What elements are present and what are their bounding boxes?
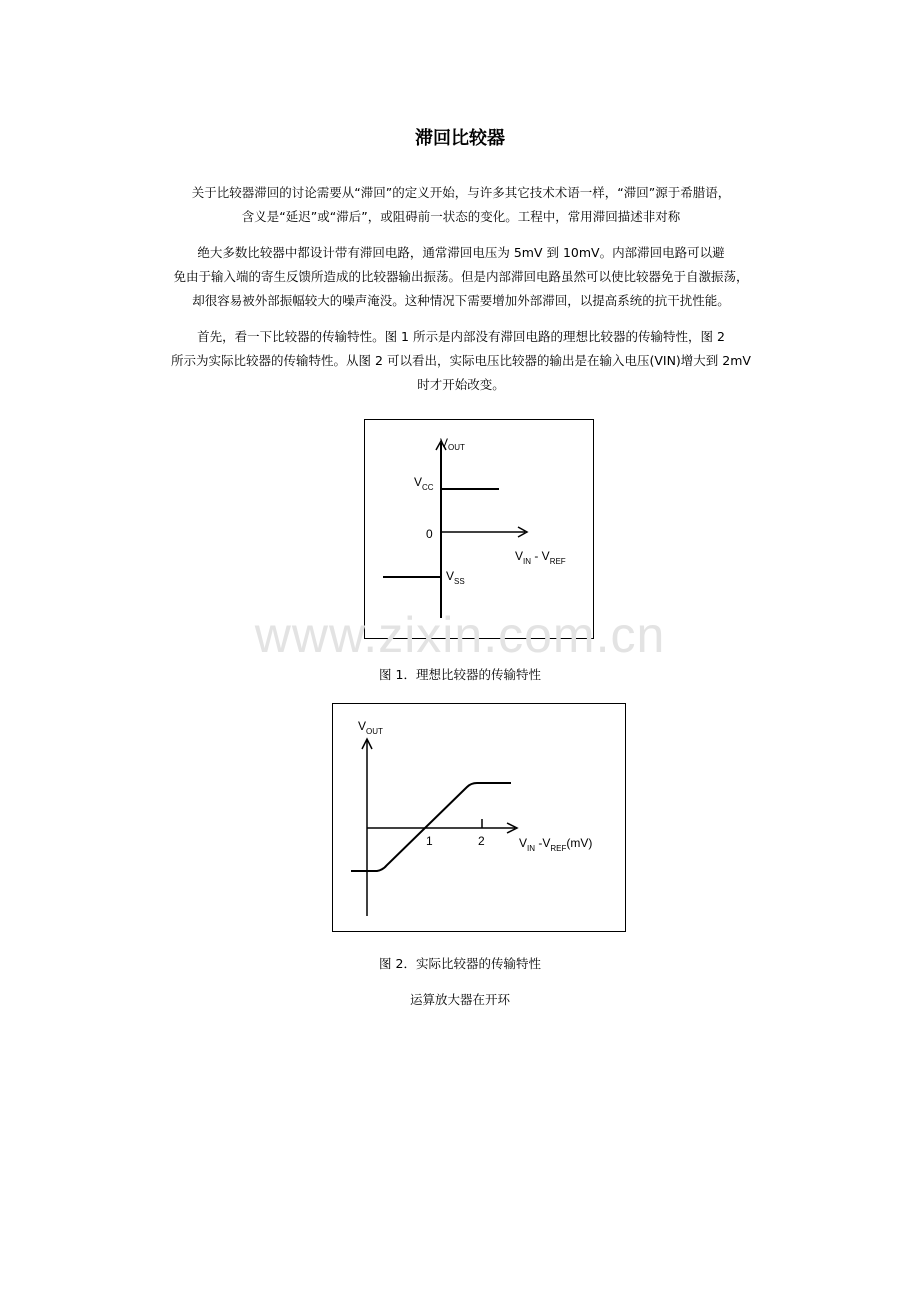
paragraph-2	[140, 241, 782, 313]
tick-label-1: 1	[426, 834, 433, 848]
paragraph-line: 含义是“延迟”或“滞后”，或阻碍前一状态的变化。工程中，常用滞回描述非对称	[241, 209, 681, 224]
paragraph-3	[140, 325, 782, 397]
figure-1-caption: 图 1．理想比较器的传输特性	[379, 667, 541, 682]
figure-2-real-comparator	[332, 703, 626, 932]
vcc-label: $V_{CC}$	[414, 475, 434, 492]
paragraph-line: 所示为实际比较器的传输特性。从图 2 可以看出，实际电压比较器的输出是在输入电压(VIN)增大到 2mV	[171, 353, 751, 368]
paragraph-line: 绝大多数比较器中都设计带有滞回电路，通常滞回电压为 5mV 到 10mV。内部滞回电路可以避	[197, 245, 725, 260]
vss-label: $V_{SS}$	[446, 569, 465, 586]
figure-2-caption: 图 2．实际比较器的传输特性	[379, 956, 541, 971]
paragraph-line: 免由于输入端的寄生反馈所造成的比较器输出振荡。但是内部滞回电路虽然可以使比较器免于自激振荡，	[173, 269, 749, 284]
transfer-curve	[351, 783, 511, 871]
x-axis-label: $V_{IN} - V_{REF}$	[515, 549, 566, 566]
figure-2-diagram	[333, 704, 625, 931]
paragraph-line: 首先，看一下比较器的传输特性。图 1 所示是内部没有滞回电路的理想比较器的传输特性，图 2	[197, 329, 725, 344]
watermark: www.zixin.com.cn	[254, 607, 666, 663]
paragraph-line: 却很容易被外部振幅较大的噪声淹没。这种情况下需要增加外部滞回，以提高系统的抗干扰性能。	[192, 293, 730, 308]
paragraph-line: 关于比较器滞回的讨论需要从“滞回”的定义开始，与许多其它技术术语一样，“滞回”源于希腊语，	[191, 185, 731, 200]
zero-label: 0	[426, 527, 433, 541]
page-title: 滞回比较器	[415, 128, 505, 149]
y-axis-label: $V_{OUT}$	[440, 436, 465, 452]
y-axis-label: $V_{OUT}$	[358, 719, 383, 736]
tick-label-2: 2	[478, 834, 485, 848]
footer-text: 运算放大器在开环	[409, 992, 510, 1007]
paragraph-line: 时才开始改变。	[417, 377, 505, 392]
paragraph-1	[140, 181, 782, 229]
x-axis-label: $V_{IN}$ $-V_{REF}(mV)$	[519, 836, 593, 853]
